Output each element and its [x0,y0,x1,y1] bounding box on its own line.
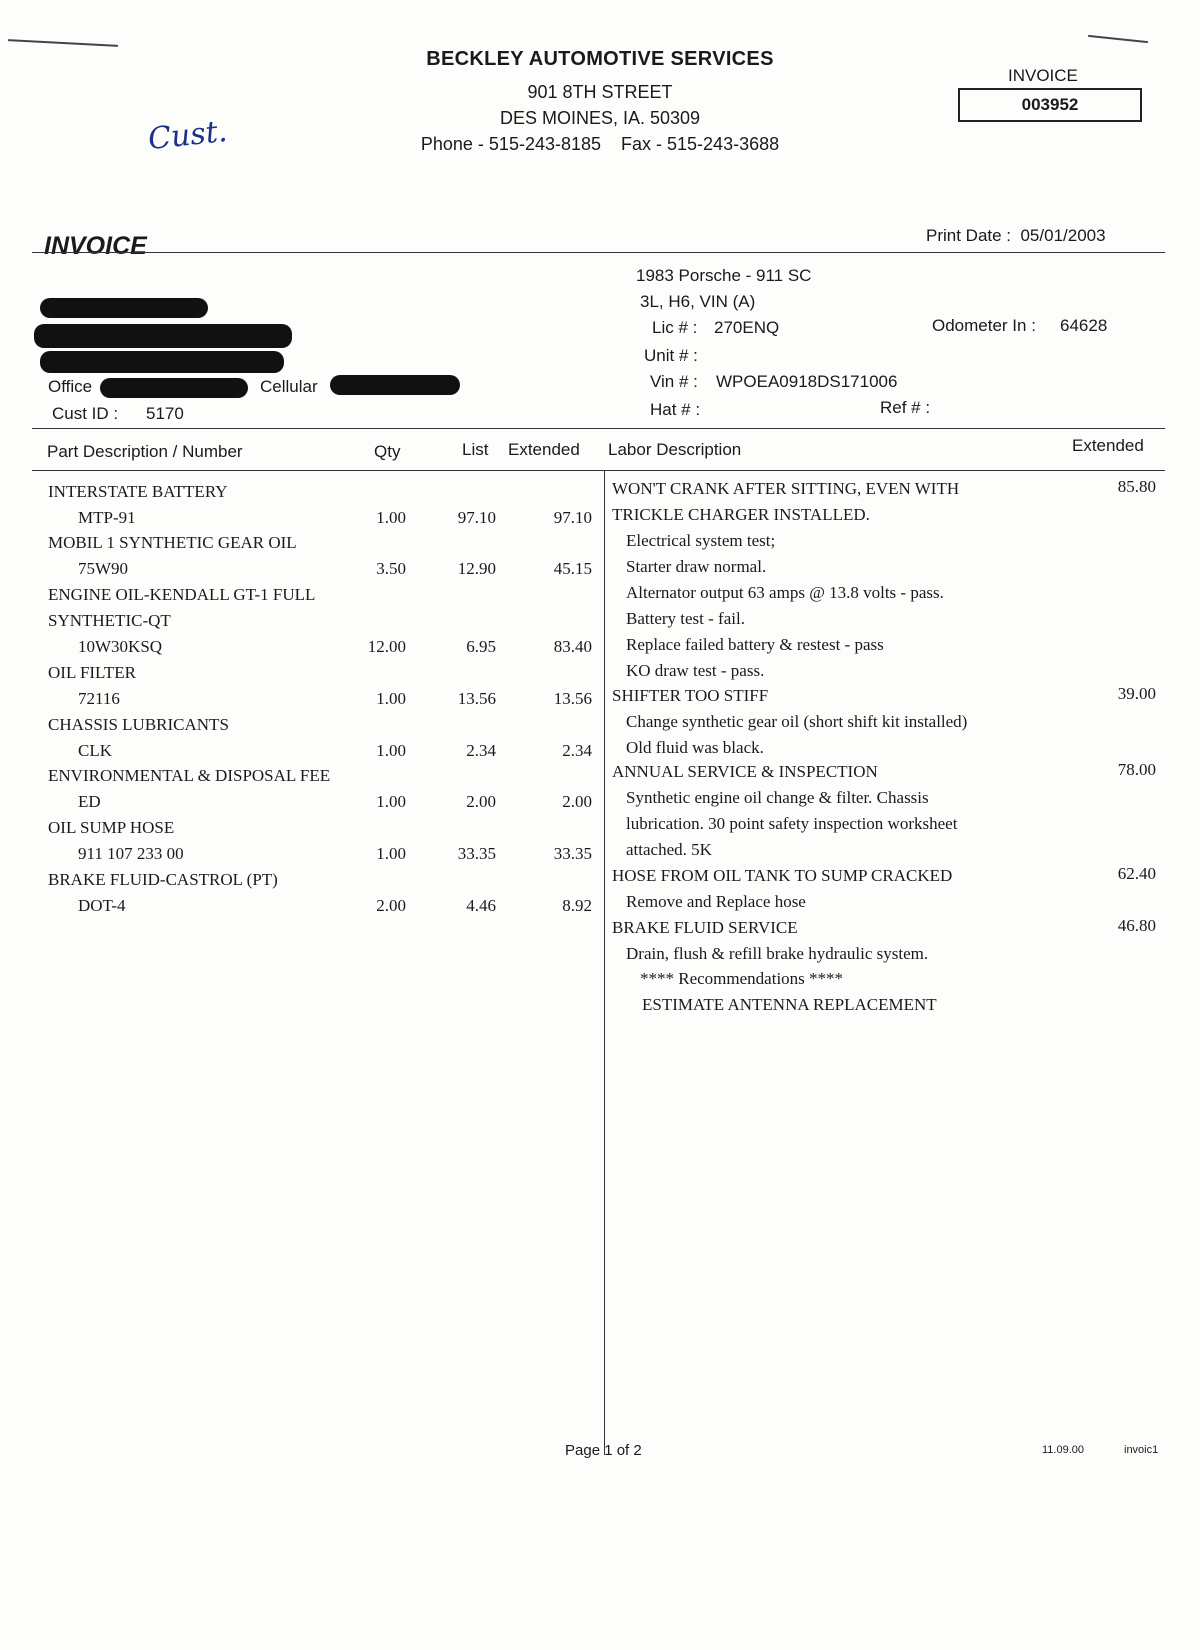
part-qty: 1.00 [376,508,406,527]
part-number: 911 107 233 00 [78,844,184,863]
labor-heading: ANNUAL SERVICE & INSPECTION [612,762,878,781]
info-rule [32,428,1165,429]
redacted-address [34,324,292,348]
part-list: 33.35 [457,844,496,863]
labor-recommendation-item: ESTIMATE ANTENNA REPLACEMENT [642,995,937,1014]
unit-label: Unit # : [644,346,698,365]
part-list: 6.95 [466,637,496,656]
labor-amount: 78.00 [1117,760,1156,779]
company-city: DES MOINES, IA. 50309 [499,108,701,128]
col-qty: Qty [374,442,401,461]
print-date: Print Date : 05/01/2003 [926,226,1106,245]
part-list: 97.10 [457,508,496,527]
part-qty: 12.00 [367,637,406,656]
part-qty: 1.00 [376,792,406,811]
form-id: invoic1 [1124,1444,1159,1456]
labor-detail: Remove and Replace hose [626,892,806,911]
labor-heading: SHIFTER TOO STIFF [612,686,769,705]
part-description: OIL FILTER [48,663,136,682]
labor-amount: 39.00 [1117,684,1156,703]
scan-mark [8,39,118,47]
labor-detail: Alternator output 63 amps @ 13.8 volts - pass. [626,583,944,602]
col-part-description: Part Description / Number [47,442,243,461]
part-description: MOBIL 1 SYNTHETIC GEAR OIL [48,533,297,552]
part-number: CLK [78,741,112,760]
column-divider [604,470,605,1455]
part-number: ED [78,792,101,811]
part-description-cont: SYNTHETIC-QT [48,611,171,630]
part-extended: 97.10 [553,508,592,527]
form-date-code: 11.09.00 [1042,1444,1085,1456]
cust-id: 5170 [146,404,184,423]
redacted-cell-phone [330,375,460,395]
vehicle-description: 1983 Porsche - 911 SC [636,266,812,285]
part-number: MTP-91 [78,508,136,527]
part-qty: 3.50 [376,559,406,578]
part-list: 12.90 [457,559,496,578]
part-qty: 1.00 [376,741,406,760]
hat-label: Hat # : [650,400,701,419]
labor-heading: TRICKLE CHARGER INSTALLED. [612,505,870,524]
labor-detail: attached. 5K [626,840,712,859]
labor-amount: 46.80 [1117,916,1156,935]
part-extended: 2.34 [562,741,592,760]
page-number: Page 1 of 2 [565,1442,642,1459]
lic-label: Lic # : [652,318,698,337]
cust-id-label: Cust ID : [52,404,119,423]
invoice-box-label: INVOICE [1008,66,1078,85]
part-list: 4.46 [466,896,496,915]
part-description: CHASSIS LUBRICANTS [48,715,229,734]
odometer-value: 64628 [1060,316,1108,335]
vin-number: WPOEA0918DS171006 [716,372,898,391]
header-rule [32,252,1165,253]
part-qty: 1.00 [376,844,406,863]
labor-detail: lubrication. 30 point safety inspection worksheet [626,814,958,833]
part-description: ENGINE OIL-KENDALL GT-1 FULL [48,585,316,604]
part-description: ENVIRONMENTAL & DISPOSAL FEE [48,766,331,785]
part-number: 72116 [78,689,120,708]
col-extended: Extended [508,440,580,459]
labor-heading: BRAKE FLUID SERVICE [612,918,798,937]
col-labor-description: Labor Description [608,440,742,459]
part-number: 10W30KSQ [78,637,163,656]
part-extended: 83.40 [553,637,592,656]
part-number: DOT-4 [78,896,126,915]
company-phone-fax: Phone - 515-243-8185 Fax - 515-243-3688 [420,134,780,154]
redacted-office-phone [100,378,248,398]
part-number: 75W90 [78,559,129,578]
part-description: INTERSTATE BATTERY [48,482,228,501]
labor-detail: Starter draw normal. [626,557,767,576]
labor-detail: Replace failed battery & restest - pass [626,635,884,654]
office-label: Office [48,377,93,396]
part-extended: 2.00 [562,792,592,811]
labor-amount: 62.40 [1117,864,1156,883]
cellular-label: Cellular [260,377,318,396]
part-extended: 13.56 [553,689,592,708]
part-extended: 33.35 [553,844,592,863]
company-street: 901 8TH STREET [527,82,673,102]
part-list: 2.34 [466,741,496,760]
labor-detail: Battery test - fail. [626,609,745,628]
part-list: 13.56 [457,689,496,708]
labor-detail: Synthetic engine oil change & filter. Chassis [626,788,929,807]
labor-amount: 85.80 [1117,477,1156,496]
redacted-name [40,298,208,318]
vin-label: Vin # : [650,372,698,391]
labor-detail: Change synthetic gear oil (short shift kit installed) [626,712,968,731]
part-qty: 2.00 [376,896,406,915]
part-qty: 1.00 [376,689,406,708]
odometer-label: Odometer In : [932,316,1036,335]
labor-detail: Drain, flush & refill brake hydraulic system. [626,944,929,963]
company-name: BECKLEY AUTOMOTIVE SERVICES [426,48,774,70]
labor-detail: KO draw test - pass. [626,661,765,680]
scan-mark [1088,35,1148,43]
col-labor-extended: Extended [1072,436,1144,455]
labor-heading: HOSE FROM OIL TANK TO SUMP CRACKED [612,866,953,885]
column-header-rule [32,470,1165,471]
invoice-number: 003952 [958,88,1142,122]
ref-label: Ref # : [880,398,931,417]
labor-recommendations: **** Recommendations **** [640,969,844,988]
part-list: 2.00 [466,792,496,811]
handwritten-note: Cust. [146,113,229,158]
part-description: BRAKE FLUID-CASTROL (PT) [48,870,278,889]
labor-heading: WON'T CRANK AFTER SITTING, EVEN WITH [612,479,960,498]
lic-number: 270ENQ [714,318,780,337]
vehicle-engine: 3L, H6, VIN (A) [640,292,756,311]
col-list: List [462,440,489,459]
part-extended: 45.15 [553,559,592,578]
part-description: OIL SUMP HOSE [48,818,175,837]
labor-detail: Old fluid was black. [626,738,764,757]
redacted-city [40,351,284,373]
part-extended: 8.92 [562,896,592,915]
document-title: INVOICE [44,232,147,260]
labor-detail: Electrical system test; [626,531,776,550]
